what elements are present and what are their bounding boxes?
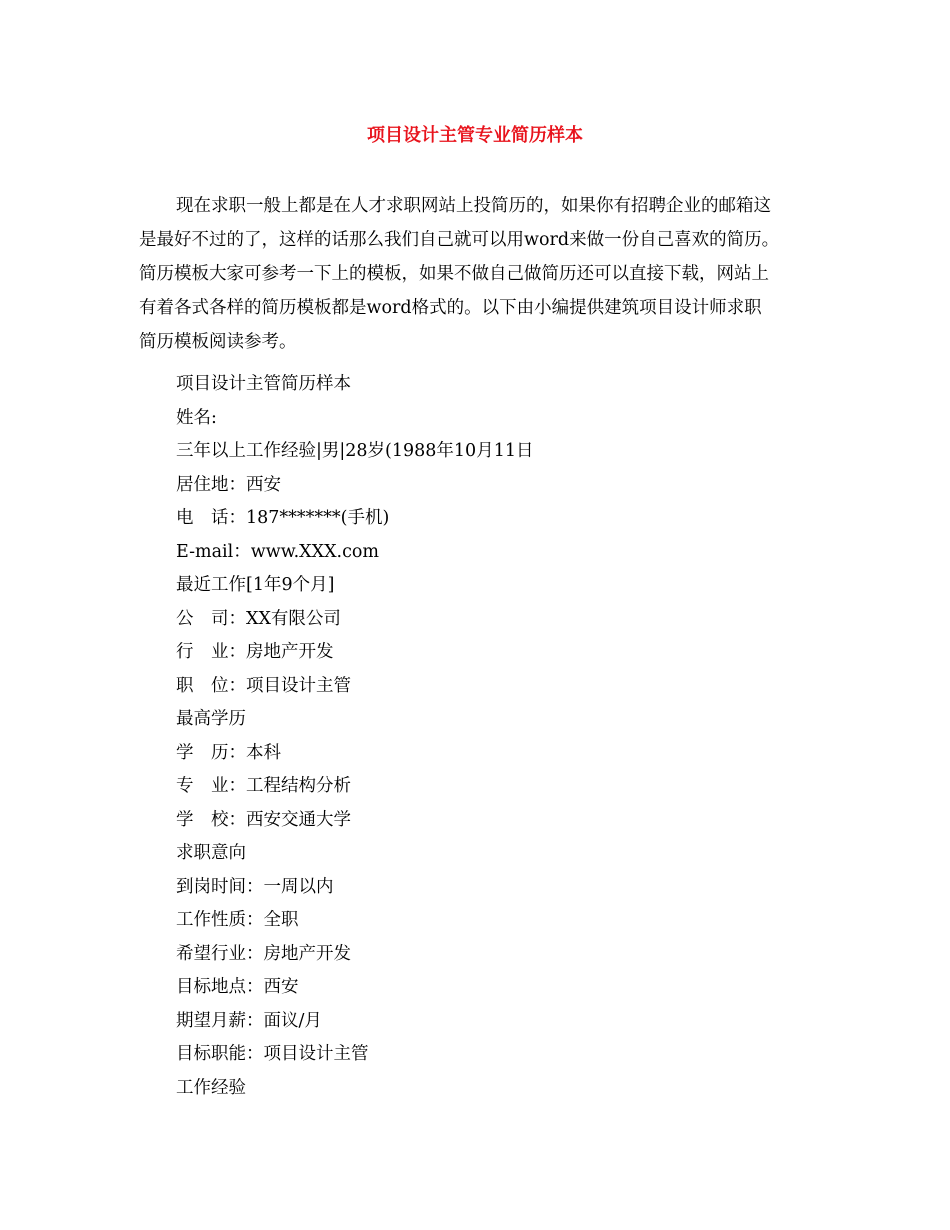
resume-section-heading: 最近工作[1年9个月]: [176, 575, 335, 595]
resume-line: 公 司：XX有限公司: [176, 608, 341, 629]
resume-line: 目标职能：项目设计主管: [176, 1044, 369, 1064]
resume-line: 职 位：项目设计主管: [176, 675, 351, 696]
intro-paragraph: [139, 189, 819, 359]
resume-line: 学 历：本科: [176, 742, 281, 763]
resume-line: 到岗时间：一周以内: [176, 876, 334, 897]
resume-line: 姓名:: [176, 407, 217, 428]
intro-line: 现在求职一般上都是在人才求职网站上投简历的，如果你有招聘企业的邮箱这: [176, 196, 771, 216]
resume-line: 电 话：187*******(手机): [176, 508, 390, 528]
resume-line: 希望行业：房地产开发: [176, 943, 351, 964]
resume-heading: 项目设计主管简历样本: [176, 374, 351, 394]
resume-line: 居住地：西安: [176, 474, 281, 495]
resume-section-heading: 最高学历: [176, 709, 246, 729]
resume-line: 行 业：房地产开发: [176, 642, 334, 662]
intro-line: 有着各式各样的简历模板都是word格式的。以下由小编提供建筑项目设计师求职: [139, 298, 762, 318]
resume-line: 三年以上工作经验|男|28岁(1988年10月11日: [176, 441, 534, 461]
resume-fields: [176, 368, 816, 1105]
resume-section-heading: 求职意向: [176, 843, 246, 863]
resume-line: 学 校：西安交通大学: [176, 809, 351, 830]
resume-line: 期望月薪：面议/月: [176, 1010, 322, 1031]
resume-line: 工作性质：全职: [176, 910, 299, 930]
intro-line: 简历模板大家可参考一下上的模板，如果不做自己做简历还可以直接下载，网站上: [139, 264, 769, 284]
resume-line: 目标地点：西安: [176, 977, 299, 997]
resume-line: 专 业：工程结构分析: [176, 776, 351, 796]
resume-section-heading: 工作经验: [176, 1077, 246, 1098]
document-title: 项目设计主管专业简历样本: [367, 125, 583, 146]
intro-line: 是最好不过的了，这样的话那么我们自己就可以用word来做一份自己喜欢的简历。: [139, 230, 780, 250]
resume-line: E-mail：www.XXX.com: [176, 541, 380, 562]
intro-line: 简历模板阅读参考。: [139, 332, 297, 352]
